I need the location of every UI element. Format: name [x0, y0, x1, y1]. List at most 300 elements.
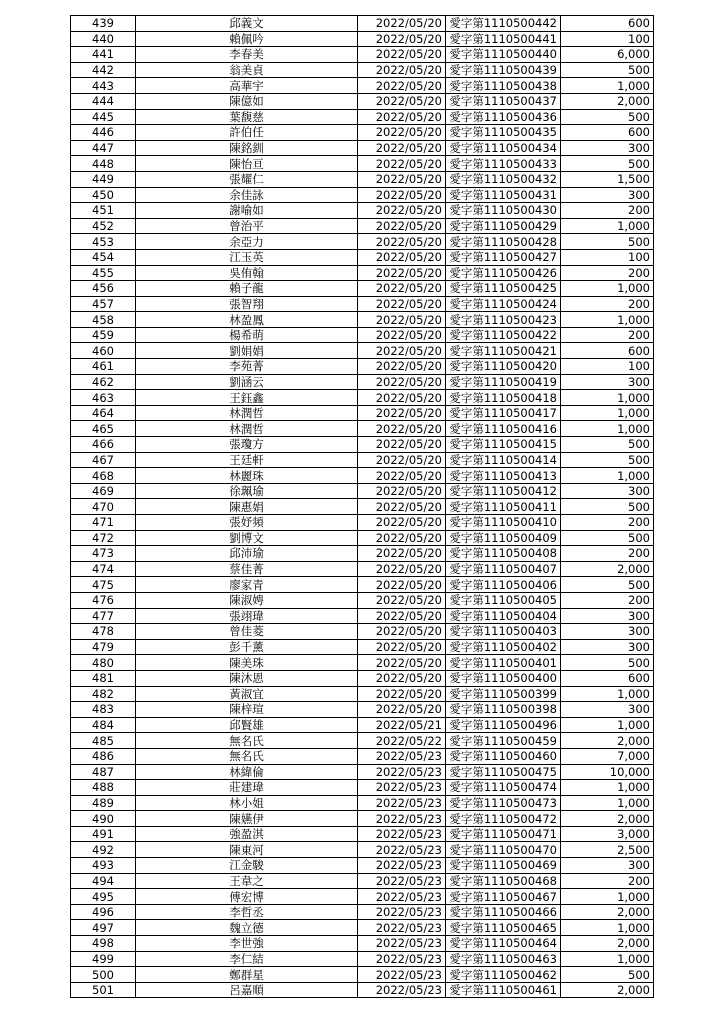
amount-cell: 1,000	[561, 920, 654, 936]
row-number-cell: 498	[71, 936, 136, 952]
row-number-cell: 495	[71, 889, 136, 905]
donor-name-cell: 楊希萌	[136, 327, 358, 343]
row-number-cell: 501	[71, 982, 136, 998]
table-row	[71, 405, 654, 421]
donation-date-cell: 2022/05/20	[358, 171, 446, 187]
receipt-number-cell: 愛字第1110500421	[446, 343, 561, 359]
table-row	[71, 468, 654, 484]
receipt-number-cell: 愛字第1110500466	[446, 904, 561, 920]
donation-date-cell: 2022/05/23	[358, 889, 446, 905]
table-row	[71, 624, 654, 640]
amount-cell: 1,000	[561, 405, 654, 421]
receipt-number-cell: 愛字第1110500468	[446, 873, 561, 889]
amount-cell: 500	[561, 452, 654, 468]
receipt-number-cell: 愛字第1110500441	[446, 31, 561, 47]
amount-cell: 500	[561, 62, 654, 78]
donation-date-cell: 2022/05/20	[358, 639, 446, 655]
table-row	[71, 343, 654, 359]
row-number-cell: 448	[71, 156, 136, 172]
receipt-number-cell: 愛字第1110500438	[446, 78, 561, 94]
donor-name-cell: 陳銘釧	[136, 140, 358, 156]
donor-name-cell: 謝喻如	[136, 203, 358, 219]
row-number-cell: 489	[71, 795, 136, 811]
row-number-cell: 459	[71, 327, 136, 343]
table-row	[71, 249, 654, 265]
table-row	[71, 920, 654, 936]
amount-cell: 300	[561, 187, 654, 203]
table-row	[71, 686, 654, 702]
amount-cell: 1,500	[561, 171, 654, 187]
donor-name-cell: 張翊瑋	[136, 608, 358, 624]
amount-cell: 1,000	[561, 390, 654, 406]
row-number-cell: 475	[71, 577, 136, 593]
donation-date-cell: 2022/05/20	[358, 546, 446, 562]
amount-cell: 500	[561, 234, 654, 250]
amount-cell: 600	[561, 343, 654, 359]
receipt-number-cell: 愛字第1110500439	[446, 62, 561, 78]
receipt-number-cell: 愛字第1110500414	[446, 452, 561, 468]
amount-cell: 1,000	[561, 686, 654, 702]
donor-name-cell: 余佳詠	[136, 187, 358, 203]
receipt-number-cell: 愛字第1110500462	[446, 967, 561, 983]
receipt-number-cell: 愛字第1110500467	[446, 889, 561, 905]
donation-date-cell: 2022/05/20	[358, 437, 446, 453]
donation-date-cell: 2022/05/20	[358, 16, 446, 32]
donation-date-cell: 2022/05/23	[358, 982, 446, 998]
donation-date-cell: 2022/05/20	[358, 530, 446, 546]
amount-cell: 200	[561, 296, 654, 312]
donor-name-cell: 傅宏博	[136, 889, 358, 905]
donation-date-cell: 2022/05/23	[358, 795, 446, 811]
donor-name-cell: 陳惠娟	[136, 499, 358, 515]
donor-name-cell: 陳淑娉	[136, 592, 358, 608]
donor-name-cell: 林麗珠	[136, 468, 358, 484]
amount-cell: 2,000	[561, 93, 654, 109]
receipt-number-cell: 愛字第1110500442	[446, 16, 561, 32]
row-number-cell: 463	[71, 390, 136, 406]
table-row	[71, 93, 654, 109]
donation-date-cell: 2022/05/20	[358, 608, 446, 624]
amount-cell: 1,000	[561, 468, 654, 484]
receipt-number-cell: 愛字第1110500422	[446, 327, 561, 343]
donor-name-cell: 邱賢雄	[136, 717, 358, 733]
table-row	[71, 702, 654, 718]
amount-cell: 2,500	[561, 842, 654, 858]
donation-date-cell: 2022/05/23	[358, 967, 446, 983]
donation-date-cell: 2022/05/20	[358, 624, 446, 640]
amount-cell: 200	[561, 546, 654, 562]
donation-date-cell: 2022/05/23	[358, 842, 446, 858]
table-row	[71, 140, 654, 156]
receipt-number-cell: 愛字第1110500417	[446, 405, 561, 421]
table-row	[71, 265, 654, 281]
table-row	[71, 764, 654, 780]
amount-cell: 1,000	[561, 780, 654, 796]
receipt-number-cell: 愛字第1110500408	[446, 546, 561, 562]
receipt-number-cell: 愛字第1110500419	[446, 374, 561, 390]
donation-date-cell: 2022/05/20	[358, 234, 446, 250]
donation-date-cell: 2022/05/20	[358, 686, 446, 702]
donation-date-cell: 2022/05/20	[358, 468, 446, 484]
table-row	[71, 203, 654, 219]
row-number-cell: 466	[71, 437, 136, 453]
receipt-number-cell: 愛字第1110500400	[446, 670, 561, 686]
table-row	[71, 795, 654, 811]
row-number-cell: 481	[71, 670, 136, 686]
donor-name-cell: 余亞力	[136, 234, 358, 250]
table-row	[71, 967, 654, 983]
donor-name-cell: 邱沛瑜	[136, 546, 358, 562]
donor-name-cell: 彭千薰	[136, 639, 358, 655]
donor-name-cell: 廖家青	[136, 577, 358, 593]
amount-cell: 500	[561, 437, 654, 453]
amount-cell: 200	[561, 873, 654, 889]
donor-name-cell: 王韋之	[136, 873, 358, 889]
amount-cell: 200	[561, 327, 654, 343]
row-number-cell: 440	[71, 31, 136, 47]
donor-name-cell: 陳梓瑄	[136, 702, 358, 718]
table-row	[71, 359, 654, 375]
donation-date-cell: 2022/05/23	[358, 858, 446, 874]
donor-name-cell: 劉博文	[136, 530, 358, 546]
donation-date-cell: 2022/05/23	[358, 826, 446, 842]
donor-name-cell: 林潤哲	[136, 405, 358, 421]
donation-date-cell: 2022/05/23	[358, 951, 446, 967]
receipt-number-cell: 愛字第1110500471	[446, 826, 561, 842]
table-row	[71, 904, 654, 920]
table-row	[71, 577, 654, 593]
donor-name-cell: 林小姐	[136, 795, 358, 811]
donor-name-cell: 林盈鳳	[136, 312, 358, 328]
donor-name-cell: 王鈺鑫	[136, 390, 358, 406]
table-row	[71, 670, 654, 686]
receipt-number-cell: 愛字第1110500415	[446, 437, 561, 453]
amount-cell: 300	[561, 639, 654, 655]
table-row	[71, 655, 654, 671]
amount-cell: 3,000	[561, 826, 654, 842]
donor-name-cell: 曾佳菱	[136, 624, 358, 640]
donor-name-cell: 林緯倫	[136, 764, 358, 780]
table-row	[71, 171, 654, 187]
amount-cell: 300	[561, 858, 654, 874]
table-row	[71, 982, 654, 998]
donation-date-cell: 2022/05/23	[358, 780, 446, 796]
row-number-cell: 439	[71, 16, 136, 32]
receipt-number-cell: 愛字第1110500432	[446, 171, 561, 187]
table-row	[71, 281, 654, 297]
table-row	[71, 156, 654, 172]
donation-date-cell: 2022/05/20	[358, 421, 446, 437]
donor-name-cell: 魏立德	[136, 920, 358, 936]
donation-date-cell: 2022/05/20	[358, 374, 446, 390]
donor-name-cell: 張妤頻	[136, 515, 358, 531]
table-row	[71, 296, 654, 312]
amount-cell: 300	[561, 374, 654, 390]
donor-name-cell: 邱義文	[136, 16, 358, 32]
donation-date-cell: 2022/05/20	[358, 561, 446, 577]
receipt-number-cell: 愛字第1110500425	[446, 281, 561, 297]
donor-name-cell: 賴子龍	[136, 281, 358, 297]
donation-date-cell: 2022/05/20	[358, 483, 446, 499]
donation-date-cell: 2022/05/20	[358, 203, 446, 219]
receipt-number-cell: 愛字第1110500469	[446, 858, 561, 874]
receipt-number-cell: 愛字第1110500473	[446, 795, 561, 811]
row-number-cell: 458	[71, 312, 136, 328]
donor-name-cell: 葉馥慈	[136, 109, 358, 125]
donor-name-cell: 無名氏	[136, 733, 358, 749]
donor-name-cell: 蔡佳菁	[136, 561, 358, 577]
donation-date-cell: 2022/05/22	[358, 733, 446, 749]
receipt-number-cell: 愛字第1110500434	[446, 140, 561, 156]
row-number-cell: 484	[71, 717, 136, 733]
row-number-cell: 492	[71, 842, 136, 858]
donation-table-body	[71, 16, 654, 998]
amount-cell: 2,000	[561, 904, 654, 920]
amount-cell: 100	[561, 359, 654, 375]
receipt-number-cell: 愛字第1110500437	[446, 93, 561, 109]
amount-cell: 7,000	[561, 748, 654, 764]
donor-name-cell: 陳嬿伊	[136, 811, 358, 827]
receipt-number-cell: 愛字第1110500407	[446, 561, 561, 577]
row-number-cell: 470	[71, 499, 136, 515]
amount-cell: 1,000	[561, 717, 654, 733]
donor-name-cell: 莊建瑋	[136, 780, 358, 796]
amount-cell: 1,000	[561, 281, 654, 297]
row-number-cell: 491	[71, 826, 136, 842]
table-row	[71, 16, 654, 32]
table-row	[71, 62, 654, 78]
donor-name-cell: 劉娟娟	[136, 343, 358, 359]
amount-cell: 500	[561, 967, 654, 983]
table-row	[71, 733, 654, 749]
amount-cell: 200	[561, 515, 654, 531]
receipt-number-cell: 愛字第1110500472	[446, 811, 561, 827]
row-number-cell: 445	[71, 109, 136, 125]
donor-name-cell: 張智翔	[136, 296, 358, 312]
row-number-cell: 461	[71, 359, 136, 375]
donation-date-cell: 2022/05/23	[358, 764, 446, 780]
row-number-cell: 485	[71, 733, 136, 749]
receipt-number-cell: 愛字第1110500403	[446, 624, 561, 640]
donation-date-cell: 2022/05/20	[358, 281, 446, 297]
row-number-cell: 473	[71, 546, 136, 562]
row-number-cell: 469	[71, 483, 136, 499]
amount-cell: 300	[561, 624, 654, 640]
table-row	[71, 31, 654, 47]
receipt-number-cell: 愛字第1110500431	[446, 187, 561, 203]
receipt-number-cell: 愛字第1110500406	[446, 577, 561, 593]
donor-name-cell: 陳怡亘	[136, 156, 358, 172]
table-row	[71, 639, 654, 655]
row-number-cell: 500	[71, 967, 136, 983]
receipt-number-cell: 愛字第1110500474	[446, 780, 561, 796]
donor-name-cell: 黃淑宜	[136, 686, 358, 702]
donor-name-cell: 許伯任	[136, 125, 358, 141]
amount-cell: 500	[561, 499, 654, 515]
table-row	[71, 873, 654, 889]
donor-name-cell: 徐珮瑜	[136, 483, 358, 499]
row-number-cell: 476	[71, 592, 136, 608]
row-number-cell: 462	[71, 374, 136, 390]
amount-cell: 200	[561, 265, 654, 281]
amount-cell: 300	[561, 702, 654, 718]
amount-cell: 500	[561, 109, 654, 125]
amount-cell: 600	[561, 670, 654, 686]
amount-cell: 500	[561, 577, 654, 593]
donation-date-cell: 2022/05/20	[358, 218, 446, 234]
donation-date-cell: 2022/05/20	[358, 31, 446, 47]
donor-name-cell: 李苑菁	[136, 359, 358, 375]
donation-date-cell: 2022/05/20	[358, 499, 446, 515]
donation-date-cell: 2022/05/20	[358, 327, 446, 343]
row-number-cell: 478	[71, 624, 136, 640]
donor-name-cell: 陳億如	[136, 93, 358, 109]
amount-cell: 300	[561, 483, 654, 499]
amount-cell: 1,000	[561, 78, 654, 94]
receipt-number-cell: 愛字第1110500401	[446, 655, 561, 671]
table-row	[71, 748, 654, 764]
donor-name-cell: 江玉英	[136, 249, 358, 265]
table-row	[71, 78, 654, 94]
donor-name-cell: 李哲丞	[136, 904, 358, 920]
donor-name-cell: 鄭群星	[136, 967, 358, 983]
row-number-cell: 479	[71, 639, 136, 655]
table-row	[71, 951, 654, 967]
amount-cell: 2,000	[561, 561, 654, 577]
donation-date-cell: 2022/05/21	[358, 717, 446, 733]
receipt-number-cell: 愛字第1110500423	[446, 312, 561, 328]
table-row	[71, 530, 654, 546]
table-row	[71, 187, 654, 203]
amount-cell: 1,000	[561, 218, 654, 234]
row-number-cell: 464	[71, 405, 136, 421]
amount-cell: 1,000	[561, 951, 654, 967]
donation-date-cell: 2022/05/20	[358, 125, 446, 141]
amount-cell: 2,000	[561, 811, 654, 827]
donation-date-cell: 2022/05/20	[358, 390, 446, 406]
table-row	[71, 390, 654, 406]
donor-name-cell: 無名氏	[136, 748, 358, 764]
row-number-cell: 487	[71, 764, 136, 780]
table-row	[71, 811, 654, 827]
receipt-number-cell: 愛字第1110500424	[446, 296, 561, 312]
donation-date-cell: 2022/05/20	[358, 592, 446, 608]
table-row	[71, 452, 654, 468]
table-row	[71, 374, 654, 390]
table-row	[71, 936, 654, 952]
donation-date-cell: 2022/05/23	[358, 904, 446, 920]
donor-name-cell: 曾治平	[136, 218, 358, 234]
donor-name-cell: 李春美	[136, 47, 358, 63]
donation-date-cell: 2022/05/20	[358, 452, 446, 468]
amount-cell: 500	[561, 156, 654, 172]
receipt-number-cell: 愛字第1110500429	[446, 218, 561, 234]
row-number-cell: 490	[71, 811, 136, 827]
receipt-number-cell: 愛字第1110500430	[446, 203, 561, 219]
row-number-cell: 444	[71, 93, 136, 109]
row-number-cell: 442	[71, 62, 136, 78]
table-row	[71, 437, 654, 453]
table-row	[71, 717, 654, 733]
donor-name-cell: 李世強	[136, 936, 358, 952]
row-number-cell: 496	[71, 904, 136, 920]
donation-date-cell: 2022/05/20	[358, 670, 446, 686]
donor-name-cell: 李仁結	[136, 951, 358, 967]
row-number-cell: 486	[71, 748, 136, 764]
row-number-cell: 446	[71, 125, 136, 141]
table-row	[71, 312, 654, 328]
donor-name-cell: 賴佩吟	[136, 31, 358, 47]
receipt-number-cell: 愛字第1110500440	[446, 47, 561, 63]
amount-cell: 600	[561, 125, 654, 141]
donation-date-cell: 2022/05/23	[358, 811, 446, 827]
amount-cell: 100	[561, 249, 654, 265]
table-row	[71, 421, 654, 437]
receipt-number-cell: 愛字第1110500436	[446, 109, 561, 125]
amount-cell: 10,000	[561, 764, 654, 780]
donation-date-cell: 2022/05/23	[358, 873, 446, 889]
row-number-cell: 499	[71, 951, 136, 967]
table-row	[71, 561, 654, 577]
receipt-number-cell: 愛字第1110500410	[446, 515, 561, 531]
donation-date-cell: 2022/05/20	[358, 78, 446, 94]
donor-name-cell: 強盈淇	[136, 826, 358, 842]
donation-date-cell: 2022/05/23	[358, 936, 446, 952]
receipt-number-cell: 愛字第1110500412	[446, 483, 561, 499]
amount-cell: 2,000	[561, 982, 654, 998]
receipt-number-cell: 愛字第1110500399	[446, 686, 561, 702]
table-row	[71, 889, 654, 905]
amount-cell: 500	[561, 655, 654, 671]
amount-cell: 200	[561, 203, 654, 219]
row-number-cell: 450	[71, 187, 136, 203]
row-number-cell: 447	[71, 140, 136, 156]
donor-name-cell: 呂嘉順	[136, 982, 358, 998]
row-number-cell: 471	[71, 515, 136, 531]
amount-cell: 300	[561, 608, 654, 624]
row-number-cell: 468	[71, 468, 136, 484]
row-number-cell: 451	[71, 203, 136, 219]
donor-name-cell: 陳沐恩	[136, 670, 358, 686]
amount-cell: 200	[561, 592, 654, 608]
receipt-number-cell: 愛字第1110500420	[446, 359, 561, 375]
row-number-cell: 457	[71, 296, 136, 312]
row-number-cell: 480	[71, 655, 136, 671]
table-row	[71, 842, 654, 858]
receipt-number-cell: 愛字第1110500427	[446, 249, 561, 265]
receipt-number-cell: 愛字第1110500496	[446, 717, 561, 733]
donation-date-cell: 2022/05/20	[358, 343, 446, 359]
donor-name-cell: 吳侑翰	[136, 265, 358, 281]
donation-date-cell: 2022/05/20	[358, 312, 446, 328]
receipt-number-cell: 愛字第1110500475	[446, 764, 561, 780]
donation-date-cell: 2022/05/20	[358, 109, 446, 125]
receipt-number-cell: 愛字第1110500464	[446, 936, 561, 952]
donor-name-cell: 江金駿	[136, 858, 358, 874]
donor-name-cell: 張耀仁	[136, 171, 358, 187]
donation-date-cell: 2022/05/20	[358, 265, 446, 281]
row-number-cell: 488	[71, 780, 136, 796]
table-row	[71, 780, 654, 796]
row-number-cell: 449	[71, 171, 136, 187]
table-row	[71, 125, 654, 141]
amount-cell: 2,000	[561, 936, 654, 952]
donor-name-cell: 王廷軒	[136, 452, 358, 468]
table-row	[71, 499, 654, 515]
receipt-number-cell: 愛字第1110500411	[446, 499, 561, 515]
donor-name-cell: 張瓊方	[136, 437, 358, 453]
amount-cell: 1,000	[561, 889, 654, 905]
